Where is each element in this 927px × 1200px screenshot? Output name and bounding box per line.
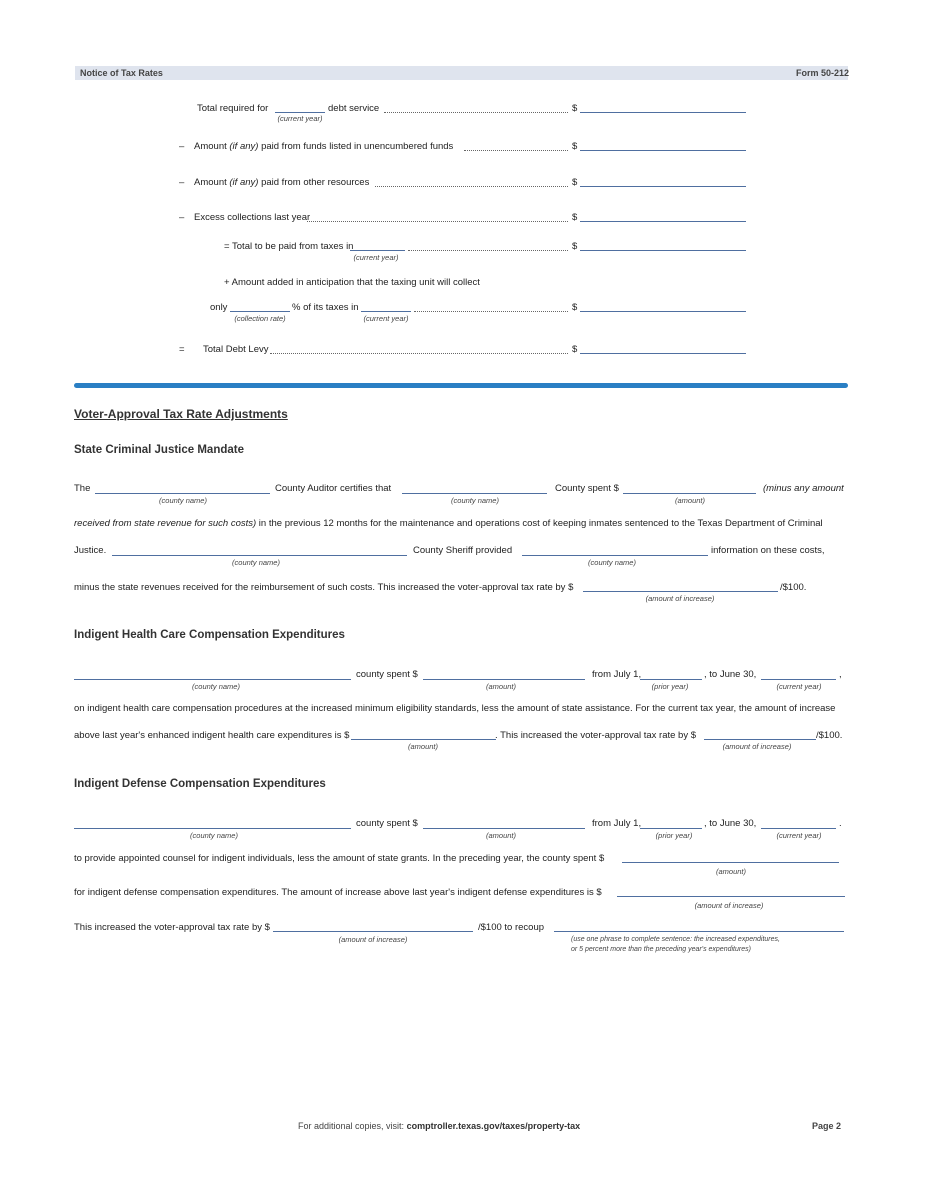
leader-dots: [270, 353, 568, 354]
excess-collections-amount-field[interactable]: [580, 221, 746, 222]
anticipation-year-field[interactable]: [361, 311, 411, 312]
leader-dots: [464, 150, 568, 151]
only-label: only: [210, 302, 228, 313]
defense-line4b: /$100 to recoup: [478, 922, 545, 933]
amount-caption: (amount): [715, 867, 747, 876]
prior-year-caption: (prior year): [651, 682, 689, 691]
justice-label: Justice.: [74, 545, 107, 556]
leader-dots: [375, 186, 568, 187]
auditor-label: County Auditor certifies that: [275, 483, 392, 494]
page-number: Page 2: [812, 1121, 842, 1131]
county-name-caption: (county name): [159, 496, 207, 505]
criminal-line2: received from state revenue for such costs) in the previous 12 months for the maintenance and operations cost of keeping inmates sentenced to the Texas Department of Criminal: [74, 518, 823, 529]
footer-url[interactable]: comptroller.texas.gov/taxes/property-tax: [406, 1121, 581, 1131]
unencumbered-amount-field[interactable]: [580, 150, 746, 151]
criminal-line4: minus the state revenues received for the reimbursement of such costs. This increased the voter-approval tax rate by $: [74, 582, 574, 593]
county-spent-label: county spent $: [356, 669, 418, 680]
header-title: Notice of Tax Rates: [80, 68, 163, 78]
collection-rate-field[interactable]: [230, 311, 290, 312]
from-july-label: from July 1,: [592, 818, 642, 829]
comma: ,: [839, 669, 842, 680]
dollar-sign: $: [572, 212, 578, 223]
sheriff-county-name-field[interactable]: [522, 555, 708, 556]
percent-taxes-label: % of its taxes in: [292, 302, 359, 313]
current-year-field[interactable]: [275, 112, 325, 113]
prior-year-caption: (prior year): [655, 831, 693, 840]
equals-sign: =: [179, 344, 185, 355]
header-bar: [75, 66, 848, 80]
leader-dots: [384, 112, 568, 113]
health-line3b: . This increased the voter-approval tax rate by $: [495, 730, 697, 741]
amount-of-increase-caption: (amount of increase): [645, 594, 715, 603]
dollar-sign: $: [572, 141, 578, 152]
health-line3a: above last year's enhanced indigent health care expenditures is $: [74, 730, 350, 741]
other-resources-label: Amount (if any) paid from other resources: [194, 177, 370, 188]
minus-any-amount-text: (minus any amount: [763, 483, 844, 494]
dollar-sign: $: [572, 241, 578, 252]
total-debt-levy-label: Total Debt Levy: [203, 344, 269, 355]
criminal-increase-field[interactable]: [583, 591, 778, 592]
anticipation-amount-field[interactable]: [580, 311, 746, 312]
from-july-label: from July 1,: [592, 669, 642, 680]
minus-sign: –: [179, 177, 185, 188]
current-year-caption: (current year): [363, 314, 409, 323]
per-100-label: /$100.: [816, 730, 843, 741]
dollar-sign: $: [572, 177, 578, 188]
taxes-current-year-field[interactable]: [350, 250, 405, 251]
total-required-amount-field[interactable]: [580, 112, 746, 113]
amount-of-increase-caption: (amount of increase): [722, 742, 792, 751]
other-resources-amount-field[interactable]: [580, 186, 746, 187]
health-current-year-field[interactable]: [761, 679, 836, 680]
recoup-instruction-1: (use one phrase to complete sentence: the increased expenditures,: [571, 936, 780, 943]
to-june-label: , to June 30,: [704, 818, 757, 829]
recoup-instruction-2: or 5 percent more than the preceding year's expenditures): [571, 946, 751, 953]
total-paid-taxes-label: = Total to be paid from taxes in: [224, 241, 354, 252]
amount-caption: (amount): [485, 682, 517, 691]
county-name-caption: (county name): [451, 496, 499, 505]
health-county-name-field[interactable]: [74, 679, 351, 680]
county-spent-label: county spent $: [356, 818, 418, 829]
form-number: Form 50-212: [796, 68, 850, 78]
dollar-sign: $: [572, 302, 578, 313]
total-debt-levy-amount-field[interactable]: [580, 353, 746, 354]
county-spent-label: County spent $: [555, 483, 619, 494]
health-rate-increase-field[interactable]: [704, 739, 816, 740]
anticipation-label: + Amount added in anticipation that the taxing unit will collect: [224, 277, 480, 288]
section-divider: [74, 383, 848, 388]
unencumbered-label: Amount (if any) paid from funds listed in unencumbered funds: [194, 141, 454, 152]
justice-county-name-field[interactable]: [112, 555, 407, 556]
county-name-caption: (county name): [190, 831, 238, 840]
amount-of-increase-caption: (amount of increase): [694, 901, 764, 910]
defense-amount-field[interactable]: [423, 828, 585, 829]
sheriff-label: County Sheriff provided: [413, 545, 513, 556]
health-line2: on indigent health care compensation procedures at the increased minimum eligibility standards, less the amount of state assistance. For the current tax year, the amount of increase: [74, 703, 836, 714]
amount-of-increase-caption: (amount of increase): [338, 935, 408, 944]
health-amount-field[interactable]: [423, 679, 585, 680]
county-name-caption: (county name): [192, 682, 240, 691]
criminal-amount-field[interactable]: [623, 493, 756, 494]
defense-rate-increase-field[interactable]: [273, 931, 473, 932]
excess-collections-label: Excess collections last year: [194, 212, 311, 223]
current-year-caption: (current year): [353, 253, 399, 262]
current-year-caption: (current year): [277, 114, 323, 123]
criminal-justice-title: State Criminal Justice Mandate: [74, 444, 244, 456]
county-name-caption: (county name): [232, 558, 280, 567]
amount-caption: (amount): [407, 742, 439, 751]
health-care-title: Indigent Health Care Compensation Expenditures: [74, 629, 345, 641]
defense-county-name-field[interactable]: [74, 828, 351, 829]
info-costs-label: information on these costs,: [711, 545, 825, 556]
criminal-county-name-field[interactable]: [95, 493, 270, 494]
period: .: [839, 818, 842, 829]
defense-preceding-amount-field[interactable]: [622, 862, 839, 863]
defense-current-year-field[interactable]: [761, 828, 836, 829]
dollar-sign: $: [572, 344, 578, 355]
health-prior-year-field[interactable]: [640, 679, 702, 680]
recoup-phrase-field[interactable]: [554, 931, 844, 932]
health-increase-amount-field[interactable]: [351, 739, 496, 740]
the-label: The: [74, 483, 91, 494]
auditor-county-name-field[interactable]: [402, 493, 547, 494]
minus-sign: –: [179, 212, 185, 223]
total-paid-taxes-amount-field[interactable]: [580, 250, 746, 251]
total-required-label: Total required for: [197, 103, 269, 114]
leader-dots: [307, 221, 568, 222]
current-year-caption: (current year): [776, 831, 822, 840]
per-100-label: /$100.: [780, 582, 807, 593]
leader-dots: [414, 311, 568, 312]
current-year-caption: (current year): [776, 682, 822, 691]
county-name-caption: (county name): [588, 558, 636, 567]
amount-caption: (amount): [485, 831, 517, 840]
debt-service-label: debt service: [328, 103, 380, 114]
minus-sign: –: [179, 141, 185, 152]
collection-rate-caption: (collection rate): [234, 314, 286, 323]
defense-line2: to provide appointed counsel for indigent individuals, less the amount of state grants. In the preceding year, the county spent $: [74, 853, 605, 864]
defense-prior-year-field[interactable]: [640, 828, 702, 829]
defense-line3: for indigent defense compensation expenditures. The amount of increase above last year's indigent defense expenditures is $: [74, 887, 602, 898]
defense-increase-field[interactable]: [617, 896, 845, 897]
defense-title: Indigent Defense Compensation Expenditures: [74, 778, 326, 790]
leader-dots: [408, 250, 568, 251]
to-june-label: , to June 30,: [704, 669, 757, 680]
defense-line4a: This increased the voter-approval tax rate by $: [74, 922, 270, 933]
dollar-sign: $: [572, 103, 578, 114]
footer-copies: For additional copies, visit: comptroller.texas.gov/taxes/property-tax: [298, 1121, 581, 1131]
amount-caption: (amount): [674, 496, 706, 505]
section-title: Voter-Approval Tax Rate Adjustments: [74, 407, 288, 421]
